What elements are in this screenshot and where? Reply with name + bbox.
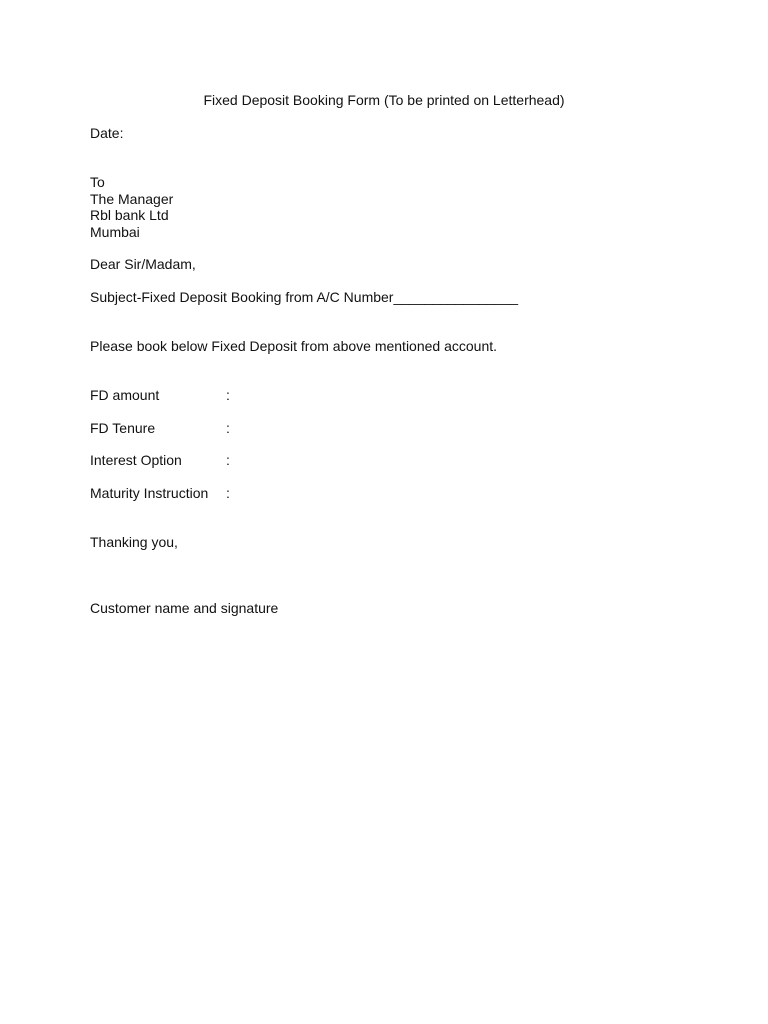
field-separator: : bbox=[226, 485, 230, 501]
date-label: Date: bbox=[90, 125, 124, 141]
address-to: To bbox=[90, 174, 105, 190]
body-text: Please book below Fixed Deposit from above mentioned account. bbox=[90, 338, 498, 354]
address-recipient: The Manager bbox=[90, 191, 174, 207]
document-title: Fixed Deposit Booking Form (To be printed on Letterhead) bbox=[203, 92, 565, 108]
address-city: Mumbai bbox=[90, 224, 140, 240]
signature-line: Customer name and signature bbox=[90, 600, 279, 616]
field-label: FD amount bbox=[90, 387, 160, 403]
field-separator: : bbox=[226, 452, 230, 468]
field-label: FD Tenure bbox=[90, 420, 156, 436]
salutation: Dear Sir/Madam, bbox=[90, 256, 196, 272]
field-label: Interest Option bbox=[90, 452, 182, 468]
field-label: Maturity Instruction bbox=[90, 485, 209, 501]
subject-line: Subject-Fixed Deposit Booking from A/C Number________________ bbox=[90, 289, 519, 305]
address-bank: Rbl bank Ltd bbox=[90, 207, 169, 223]
field-separator: : bbox=[226, 387, 230, 403]
field-separator: : bbox=[226, 420, 230, 436]
closing-text: Thanking you, bbox=[90, 534, 178, 550]
